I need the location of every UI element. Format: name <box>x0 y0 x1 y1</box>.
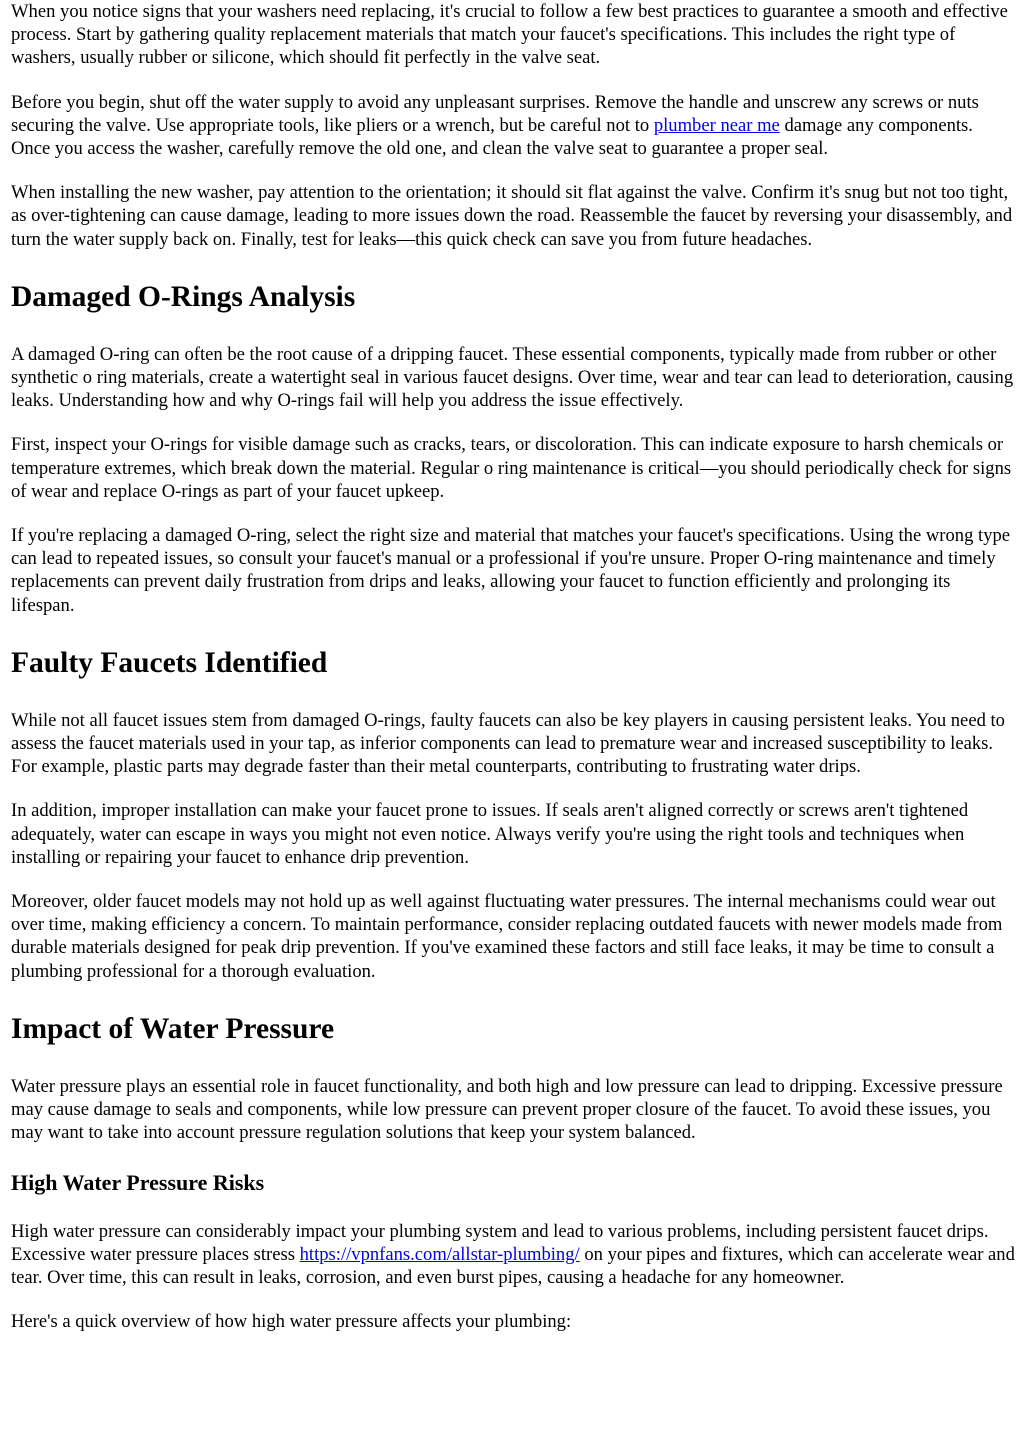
paragraph-text: High water pressure can considerably impact your plumbing system and lead to various problems, including persistent faucet drips. Excessive water pressure places stress <box>11 1220 989 1265</box>
paragraph: When installing the new washer, pay attention to the orientation; it should sit flat against the valve. Confirm it's snug but not too tight, as over-tightening can cause damage, leading to more issues down the road. Reassemble the faucet by reversing your disassembly, and turn the water supply back on. Finally, test for leaks—this quick check can save you from future headaches. <box>11 182 1013 250</box>
paragraph: Moreover, older faucet models may not hold up as well against fluctuating water pressures. The internal mechanisms could wear out over time, making efficiency a concern. To maintain performance, consider replacing outdated faucets with newer models made from durable materials designed for peak drip prevention. If you've examined these factors and still face leaks, it may be time to consult a plumbing professional for a thorough evaluation. <box>11 891 1003 982</box>
paragraph: While not all faucet issues stem from damaged O-rings, faulty faucets can also be key players in causing persistent leaks. You need to assess the faucet materials used in your tap, as inferior components can lead to premature wear and increased susceptibility to leaks. For example, plastic parts may degrade faster than their metal counterparts, contributing to frustrating water drips. <box>11 709 1005 778</box>
heading-faulty-faucets: Faulty Faucets Identified <box>11 646 328 679</box>
heading-water-pressure: Impact of Water Pressure <box>11 1012 335 1045</box>
paragraph: Water pressure plays an essential role in faucet functionality, and both high and low pressure can lead to dripping. Excessive pressure may cause damage to seals and components, while low pressure can prevent proper closure of the faucet. To avoid these issues, you may want to take into account pressure regulation solutions that keep your system balanced. <box>11 1075 1003 1144</box>
plumber-near-me-link[interactable]: plumber near me <box>653 114 780 136</box>
paragraph-text: damage any components. Once you access the washer, carefully remove the old one, and clean the valve seat to guarantee a proper seal. <box>11 114 973 160</box>
heading-high-pressure-risks: High Water Pressure Risks <box>11 1169 265 1195</box>
paragraph: If you're replacing a damaged O-ring, select the right size and material that matches your faucet's specifications. Using the wrong type can lead to repeated issues, so consult your faucet's manual or a professional if you're unsure. Proper O-ring maintenance and timely replacements can prevent daily frustration from drips and leaks, allowing your faucet to function efficiently and prolonging its lifespan. <box>11 525 1011 616</box>
paragraph: First, inspect your O-rings for visible damage such as cracks, tears, or discoloration. This can indicate exposure to harsh chemicals or temperature extremes, which break down the material. Regular o ring maintenance is critical—you should periodically check for signs of wear and replace O-rings as part of your faucet upkeep. <box>11 434 1012 502</box>
paragraph-text: Before you begin, shut off the water supply to avoid any unpleasant surprises. Remove the handle and unscrew any screws or nuts securing the valve. Use appropriate tools, like pliers or a wrench, but be careful not to <box>11 91 979 136</box>
paragraph: Here's a quick overview of how high water pressure affects your plumbing: <box>11 1311 572 1333</box>
paragraph <box>11 1220 1016 1290</box>
paragraph <box>11 91 1016 161</box>
paragraph: A damaged O-ring can often be the root cause of a dripping faucet. These essential components, typically made from rubber or other synthetic o ring materials, create a watertight seal in various faucet designs. Over time, wear and tear can lead to deterioration, causing leaks. Understanding how and why O-rings fail will help you address the issue effectively. <box>11 343 1014 412</box>
paragraph-text: on your pipes and fixtures, which can accelerate wear and tear. Over time, this can result in leaks, corrosion, and even burst pipes, causing a headache for any homeowner. <box>11 1243 1015 1288</box>
paragraph: In addition, improper installation can make your faucet prone to issues. If seals aren't aligned correctly or screws aren't tightened adequately, water can escape in ways you might not even notice. Always verify you're using the right tools and techniques when installing or repairing your faucet to enhance drip prevention. <box>11 800 969 868</box>
heading-damaged-o-rings: Damaged O-Rings Analysis <box>11 280 356 313</box>
paragraph: When you notice signs that your washers need replacing, it's crucial to follow a few best practices to guarantee a smooth and effective process. Start by gathering quality replacement materials that match your faucet's specifications. This includes the right type of washers, usually rubber or silicone, which should fit perfectly in the valve seat. <box>11 1 1008 69</box>
allstar-plumbing-link[interactable]: https://vpnfans.com/allstar-plumbing/ <box>299 1243 580 1265</box>
